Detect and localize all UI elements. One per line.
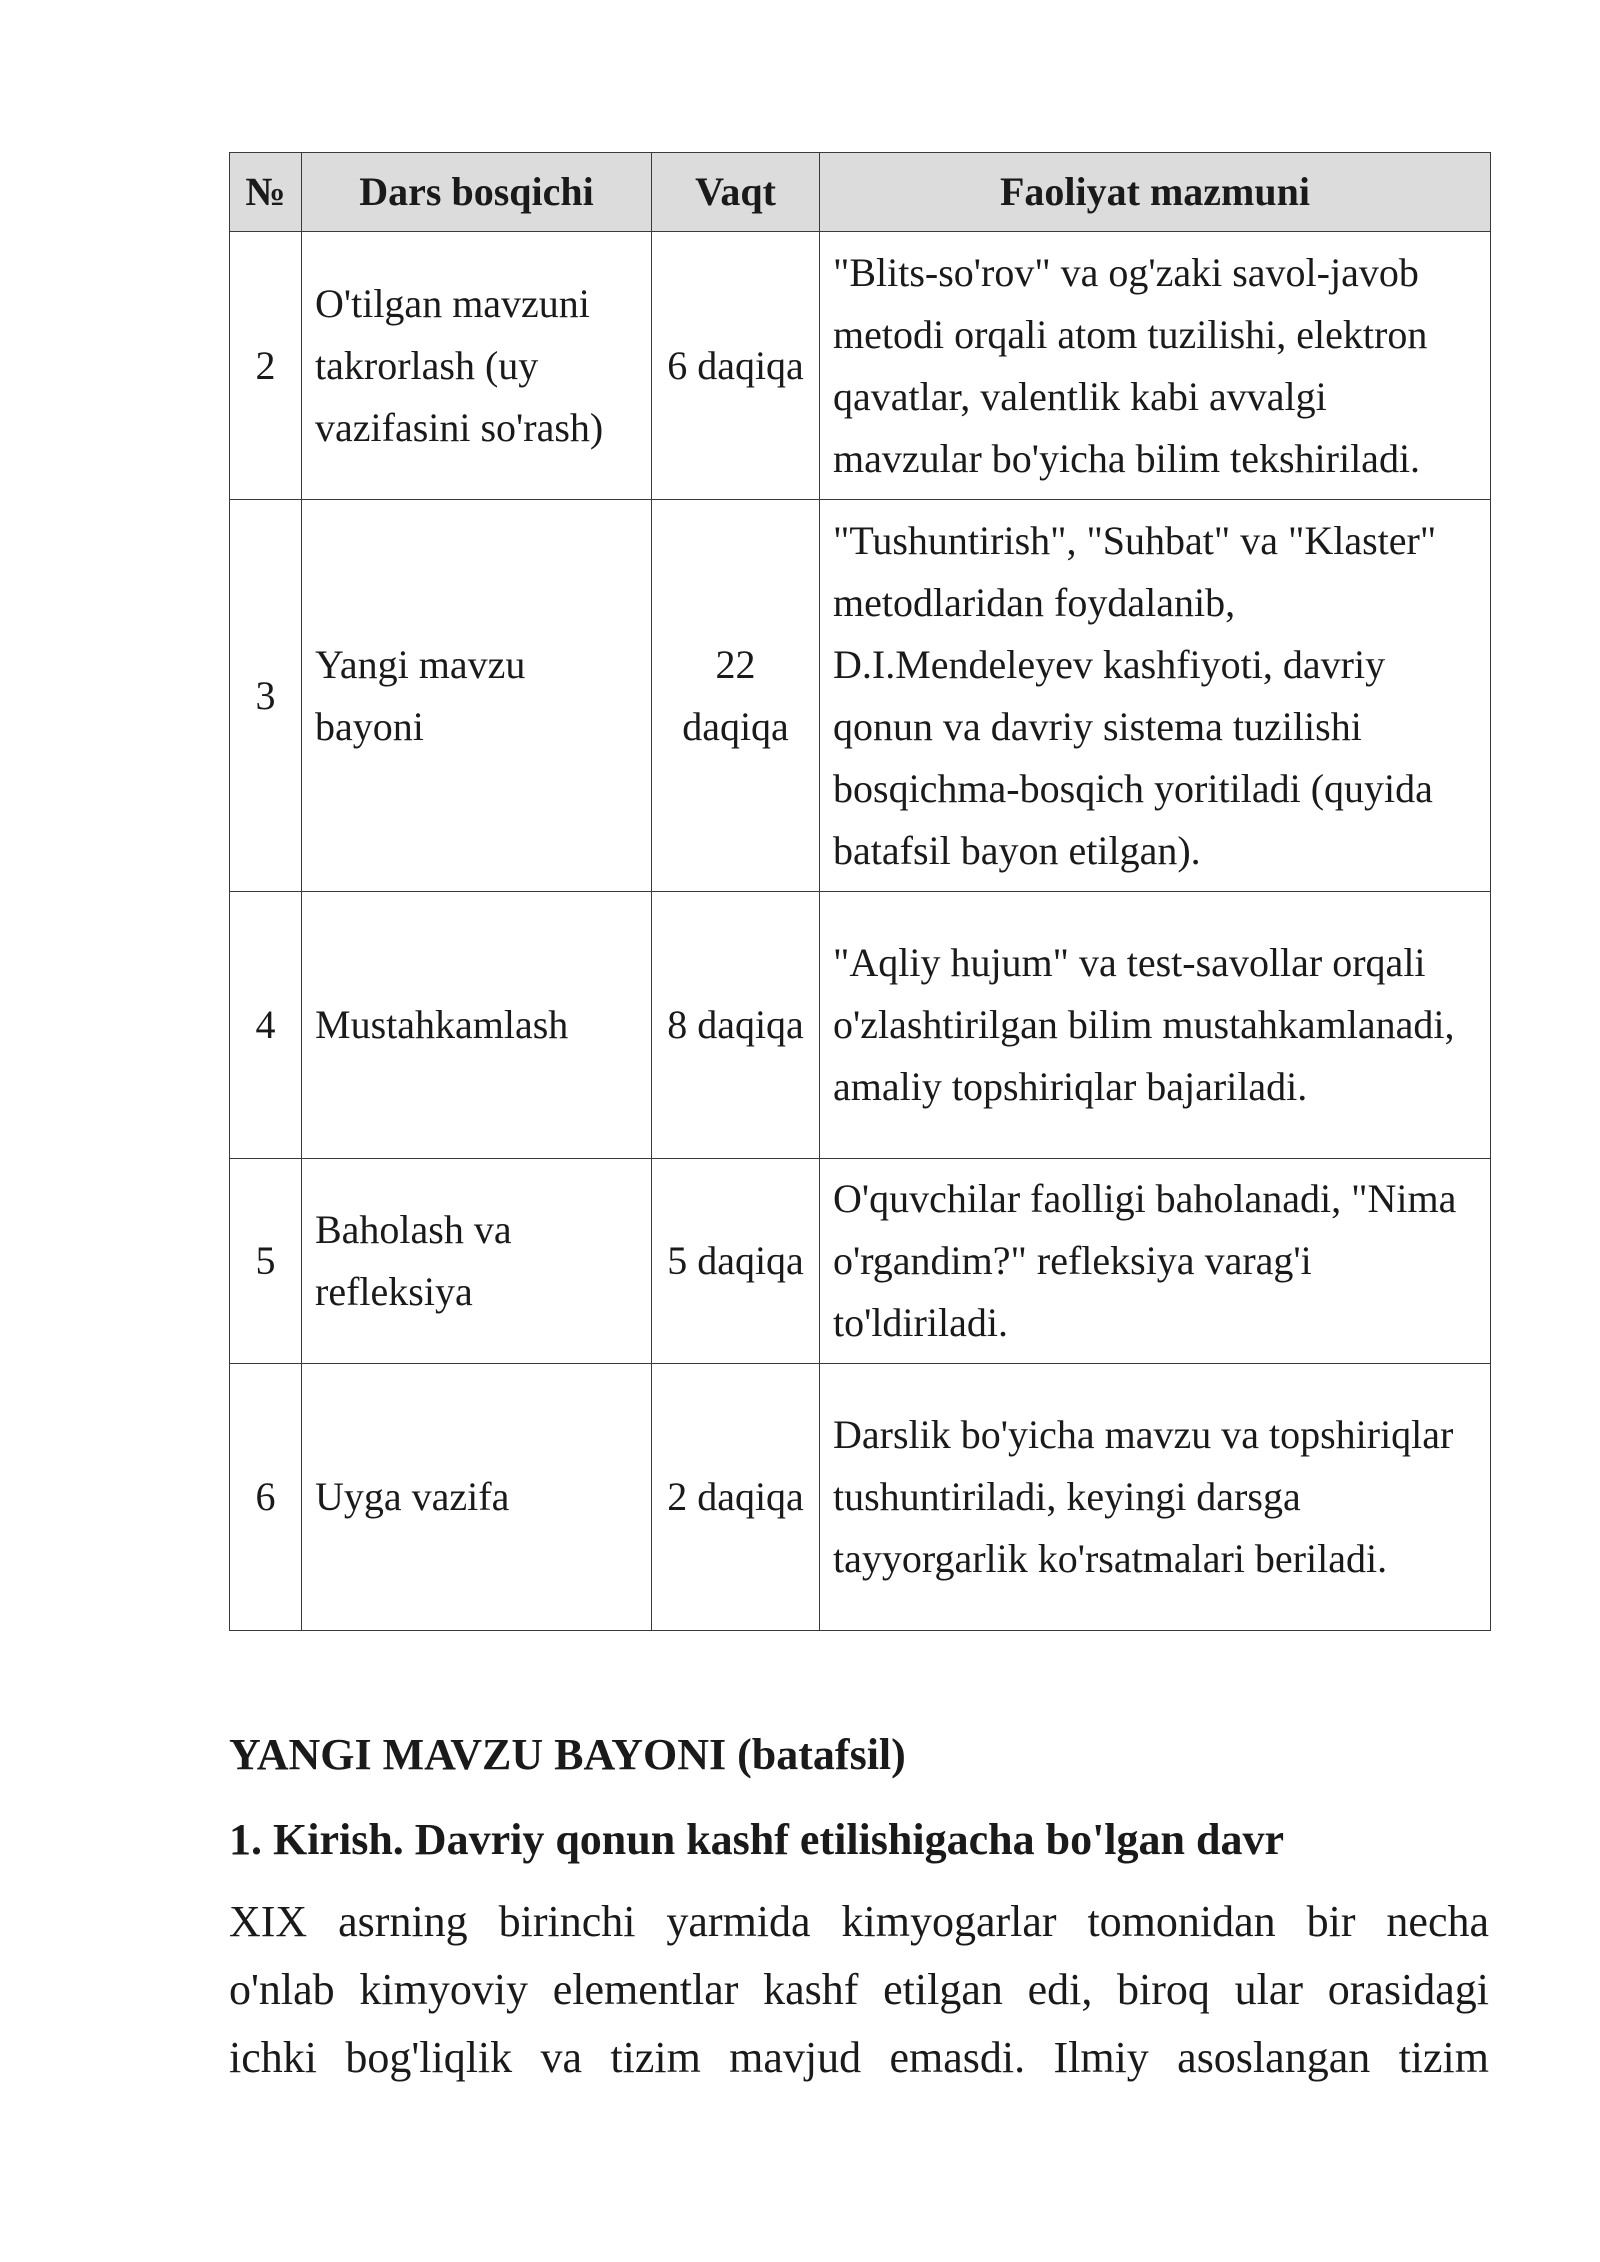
row-time: 5 daqiqa — [652, 1159, 820, 1364]
row-stage: Mustahkamlash — [302, 892, 652, 1159]
row-content: "Blits-so'rov" va og'zaki savol-javob metodi orqali atom tuzilishi, elektron qavatlar, valentlik kabi avvalgi mavzular bo'yicha bilim tekshiriladi. — [820, 232, 1491, 500]
row-content: Darslik bo'yicha mavzu va topshiriqlar tushuntiriladi, keyingi darsga tayyorgarlik ko'rsatmalari beriladi. — [820, 1364, 1491, 1631]
table-row — [230, 232, 1491, 500]
paragraph-line: XIX asrning birinchi yarmida kimyogarlar tomonidan bir necha — [229, 1897, 1489, 1946]
row-stage: Uyga vazifa — [302, 1364, 652, 1631]
table-row — [230, 1159, 1491, 1364]
body-paragraph — [229, 1888, 1489, 2092]
row-number: 5 — [230, 1159, 302, 1364]
header-time: Vaqt — [652, 153, 820, 232]
row-number: 6 — [230, 1364, 302, 1631]
row-stage: Yangi mavzu bayoni — [302, 500, 652, 892]
row-time: 22 daqiqa — [652, 500, 820, 892]
subsection-title: 1. Kirish. Davriy qonun kashf etilishigacha bo'lgan davr — [229, 1815, 1284, 1864]
header-content: Faoliyat mazmuni — [820, 153, 1491, 232]
row-content: O'quvchilar faolligi baholanadi, "Nima o'rgandim?" refleksiya varag'i to'ldiriladi. — [820, 1159, 1491, 1364]
row-content: "Aqliy hujum" va test-savollar orqali o'zlashtirilgan bilim mustahkamlanadi, amaliy topshiriqlar bajariladi. — [820, 892, 1491, 1159]
lesson-plan-section — [229, 152, 1489, 1631]
row-stage: O'tilgan mavzuni takrorlash (uy vazifasini so'rash) — [302, 232, 652, 500]
row-number: 4 — [230, 892, 302, 1159]
row-content: "Tushuntirish", "Suhbat" va "Klaster" metodlaridan foydalanib, D.I.Mendeleyev kashfiyoti, davriy qonun va davriy sistema tuzilishi bosqichma-bosqich yoritiladi (quyida batafsil bayon etilgan). — [820, 500, 1491, 892]
paragraph-line: ichki bog'liqlik va tizim mavjud emasdi. Ilmiy asoslangan tizim — [229, 2033, 1489, 2082]
table-row — [230, 500, 1491, 892]
table-row — [230, 892, 1491, 1159]
row-time: 8 daqiqa — [652, 892, 820, 1159]
header-stage: Dars bosqichi — [302, 153, 652, 232]
row-stage: Baholash va refleksiya — [302, 1159, 652, 1364]
row-time: 6 daqiqa — [652, 232, 820, 500]
row-time: 2 daqiqa — [652, 1364, 820, 1631]
table-row — [230, 1364, 1491, 1631]
paragraph-line: o'nlab kimyoviy elementlar kashf etilgan edi, biroq ular orasidagi — [229, 1965, 1489, 2014]
lesson-plan-table — [229, 152, 1491, 1631]
row-number: 3 — [230, 500, 302, 892]
section-title: YANGI MAVZU BAYONI (batafsil) — [229, 1730, 906, 1779]
header-number: № — [230, 153, 302, 232]
row-number: 2 — [230, 232, 302, 500]
table-header-row — [230, 153, 1491, 232]
